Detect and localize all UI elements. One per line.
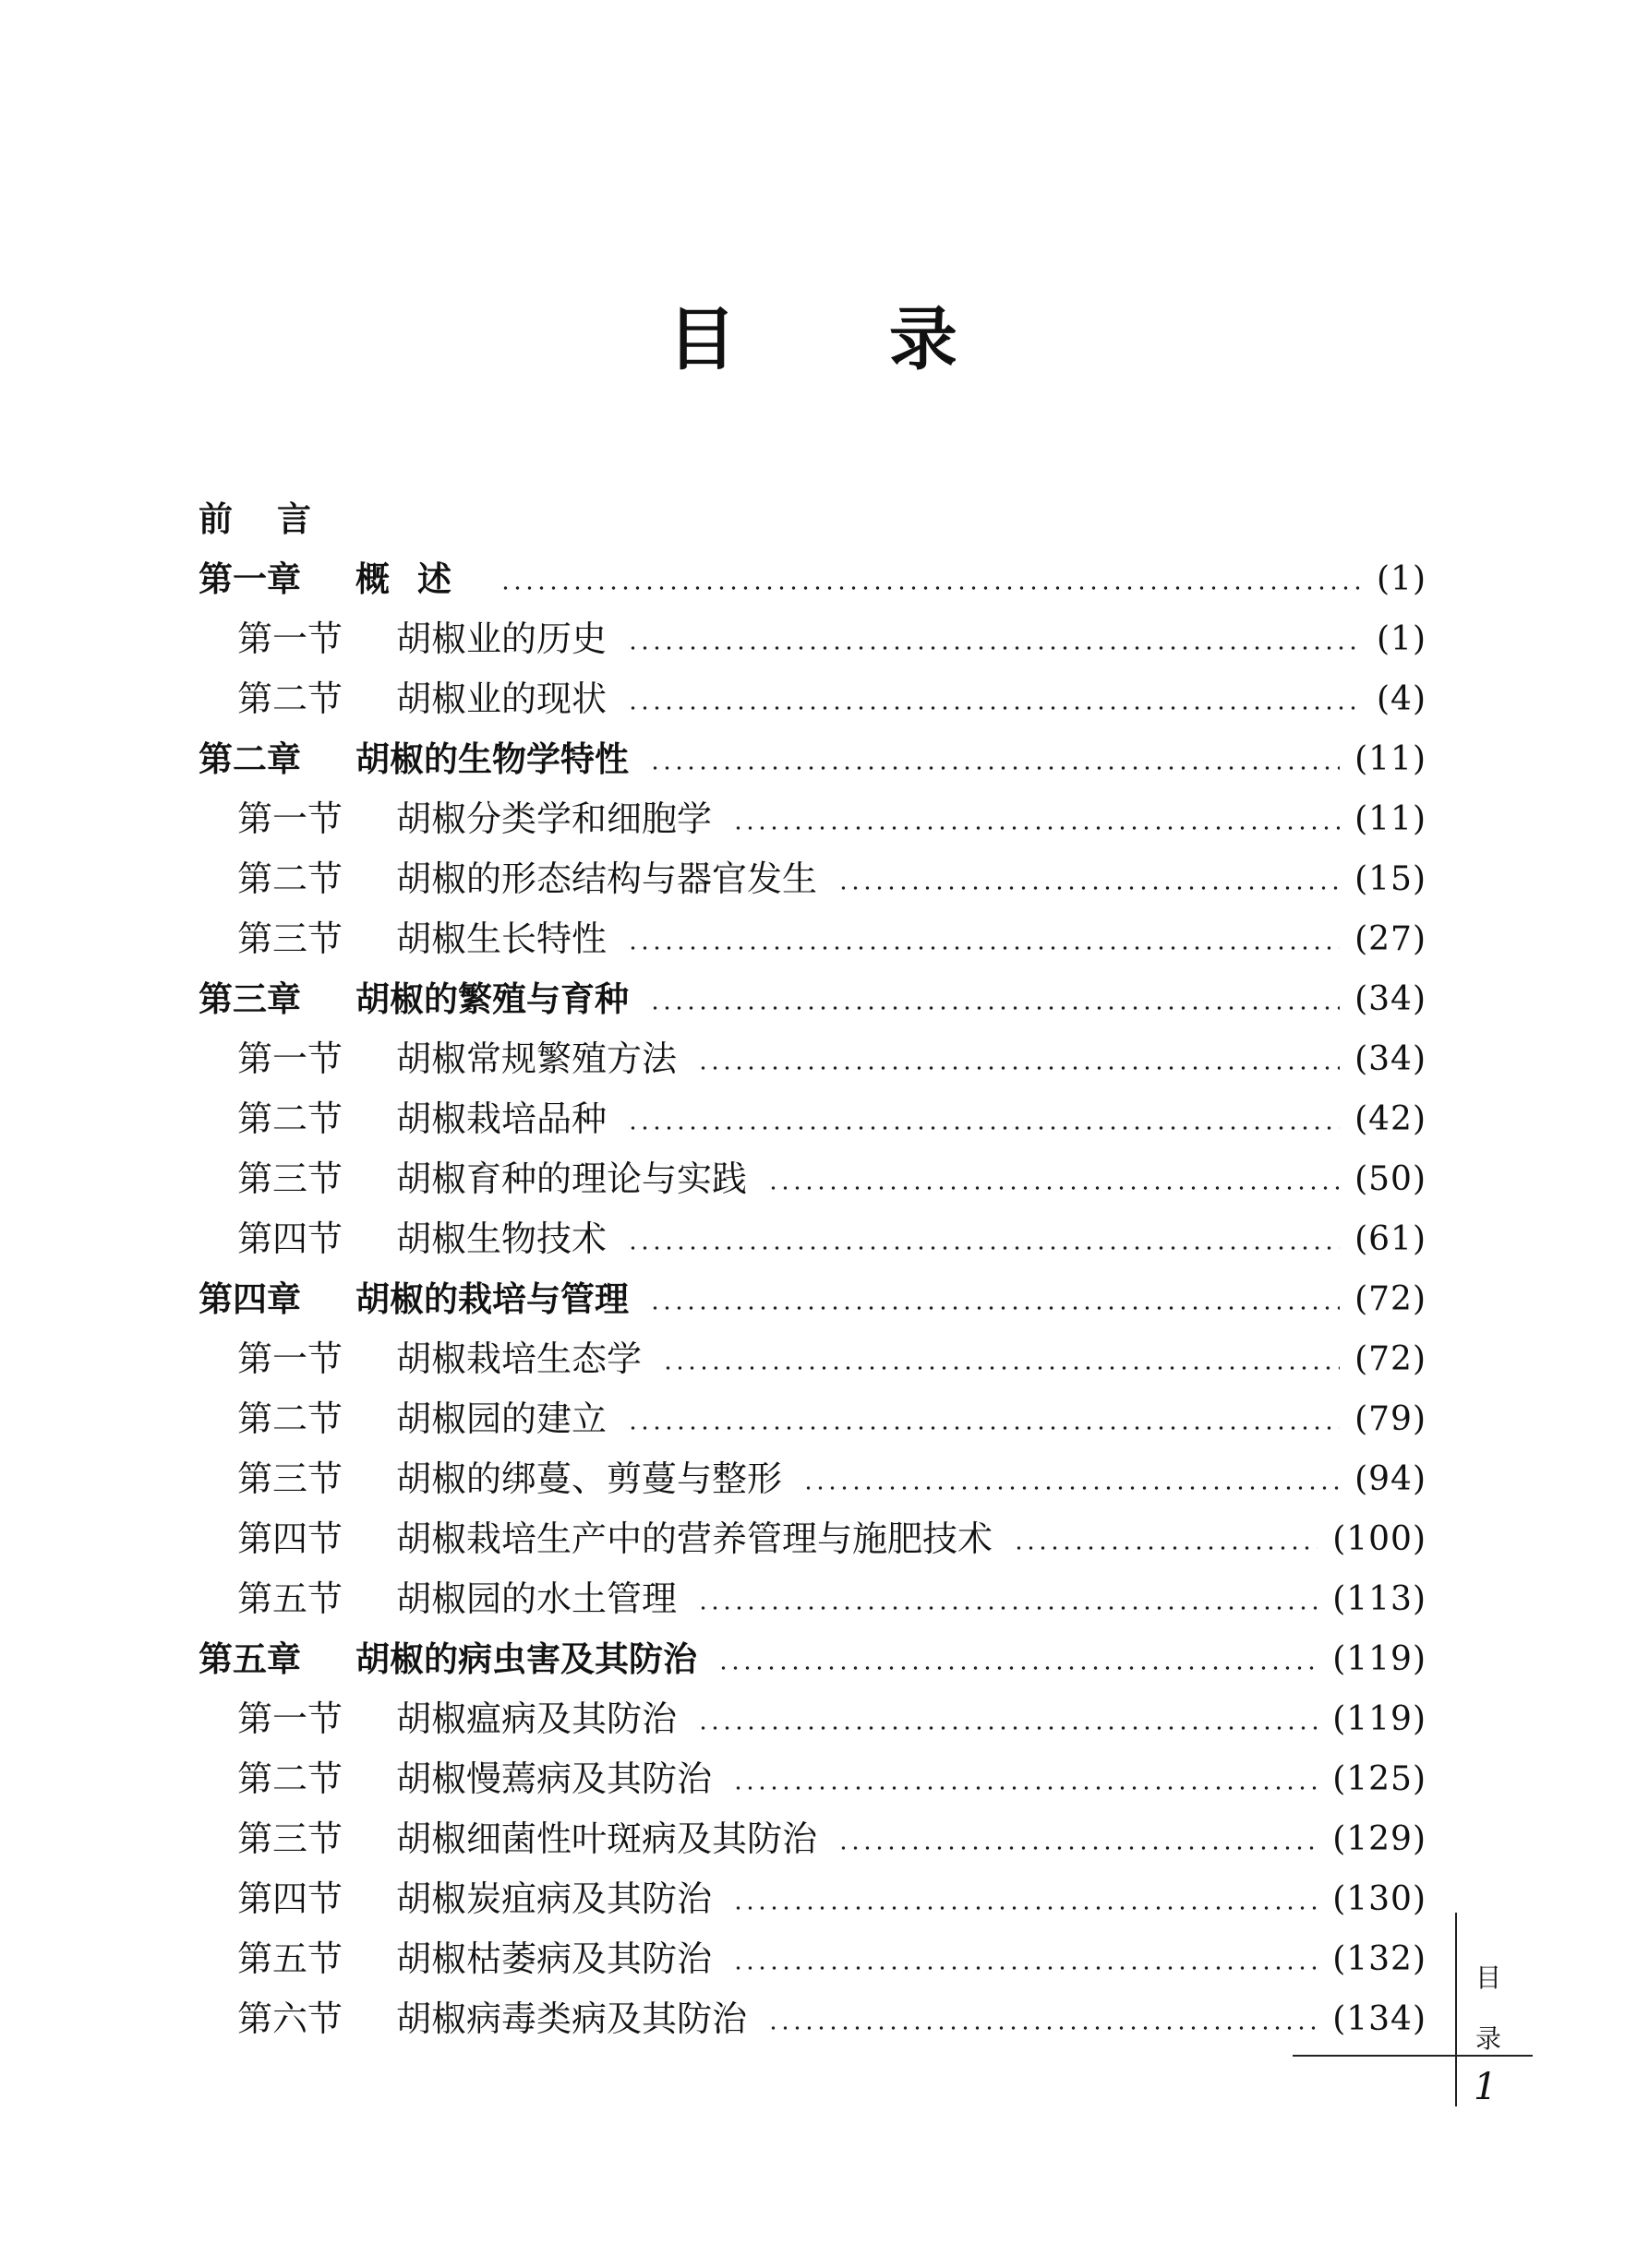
section-number: 第一节 xyxy=(237,618,343,659)
section-number: 第三节 xyxy=(237,1818,343,1859)
toc-section-4-3 xyxy=(199,1449,1426,1509)
section-number: 第二节 xyxy=(237,1098,343,1139)
section-title: 胡椒的形态结构与器官发生 xyxy=(396,858,818,899)
section-number: 第三节 xyxy=(237,918,343,959)
toc-preface xyxy=(199,489,1426,549)
dot-leader xyxy=(802,1486,1340,1490)
dot-leader xyxy=(500,586,1362,590)
side-tab-label xyxy=(1470,1948,1507,2070)
page-number: (72) xyxy=(1354,1280,1426,1318)
footer-rule xyxy=(1293,2055,1533,2057)
section-title: 胡椒分类学和细胞学 xyxy=(396,798,713,839)
page-number: (130) xyxy=(1332,1880,1426,1918)
section-title: 胡椒瘟病及其防治 xyxy=(396,1698,678,1739)
page-number: (11) xyxy=(1354,740,1426,778)
page-number: (113) xyxy=(1332,1580,1426,1618)
section-number: 第一节 xyxy=(237,1698,343,1739)
section-title: 胡椒业的现状 xyxy=(396,678,608,719)
toc-section-5-4 xyxy=(199,1869,1426,1929)
section-title: 胡椒栽培生态学 xyxy=(396,1338,643,1379)
chapter-number: 第四章 xyxy=(199,1279,301,1319)
dot-leader xyxy=(767,2026,1318,2030)
dot-leader xyxy=(837,886,1340,890)
page-number: (15) xyxy=(1354,860,1426,898)
page-number: (100) xyxy=(1332,1520,1426,1558)
toc-preface-title: 前言 xyxy=(199,499,355,539)
toc-section-3-3 xyxy=(199,1149,1426,1209)
dot-leader xyxy=(697,1726,1318,1730)
page-number: (119) xyxy=(1332,1640,1426,1678)
side-tab-char: 目 xyxy=(1475,1962,1501,1993)
toc-section-5-2 xyxy=(199,1749,1426,1809)
toc-chapter-1 xyxy=(199,549,1426,609)
section-number: 第一节 xyxy=(237,798,343,839)
dot-leader xyxy=(627,946,1340,950)
toc-section-3-4 xyxy=(199,1209,1426,1269)
toc-chapter-3 xyxy=(199,969,1426,1029)
section-title: 胡椒栽培生产中的营养管理与施肥技术 xyxy=(396,1518,993,1559)
dot-leader xyxy=(627,1126,1340,1130)
dot-leader xyxy=(627,1246,1340,1250)
toc-section-5-5 xyxy=(199,1929,1426,1989)
page-number: (125) xyxy=(1332,1760,1426,1798)
dot-leader xyxy=(732,1786,1318,1790)
page-number: (72) xyxy=(1354,1340,1426,1378)
page-number: (42) xyxy=(1354,1100,1426,1138)
section-title: 胡椒业的历史 xyxy=(396,618,608,659)
section-number: 第二节 xyxy=(237,858,343,899)
toc-section-2-2 xyxy=(199,849,1426,909)
section-number: 第二节 xyxy=(237,1398,343,1439)
page-number: (94) xyxy=(1354,1460,1426,1498)
toc-chapter-4 xyxy=(199,1269,1426,1329)
dot-leader xyxy=(649,1306,1340,1310)
section-title: 胡椒枯萎病及其防治 xyxy=(396,1938,713,1979)
chapter-title: 胡椒的生物学特性 xyxy=(355,739,629,779)
page-number: (119) xyxy=(1332,1700,1426,1738)
chapter-number: 第五章 xyxy=(199,1639,301,1679)
dot-leader xyxy=(649,766,1340,770)
dot-leader xyxy=(732,1966,1318,1970)
section-title: 胡椒的绑蔓、剪蔓与整形 xyxy=(396,1458,783,1499)
toc-section-1-2 xyxy=(199,669,1426,729)
dot-leader xyxy=(627,646,1362,650)
section-number: 第三节 xyxy=(237,1458,343,1499)
section-title: 胡椒生物技术 xyxy=(396,1218,608,1259)
chapter-title: 概述 xyxy=(355,559,479,599)
page-number: (4) xyxy=(1377,680,1426,718)
toc-section-5-1 xyxy=(199,1689,1426,1749)
section-number: 第五节 xyxy=(237,1578,343,1619)
section-number: 第五节 xyxy=(237,1938,343,1979)
page-number: (50) xyxy=(1354,1160,1426,1198)
page-number: (79) xyxy=(1354,1400,1426,1438)
dot-leader xyxy=(697,1606,1318,1610)
section-title: 胡椒生长特性 xyxy=(396,918,608,959)
toc-chapter-2 xyxy=(199,729,1426,789)
page-title: 目 录 xyxy=(668,300,1022,379)
section-number: 第一节 xyxy=(237,1038,343,1079)
section-number: 第六节 xyxy=(237,1998,343,2039)
section-title: 胡椒细菌性叶斑病及其防治 xyxy=(396,1818,818,1859)
section-number: 第一节 xyxy=(237,1338,343,1379)
page-number: (1) xyxy=(1377,620,1426,658)
section-number: 第二节 xyxy=(237,1758,343,1799)
page-number: (129) xyxy=(1332,1820,1426,1858)
section-title: 胡椒慢蔫病及其防治 xyxy=(396,1758,713,1799)
section-title: 胡椒园的建立 xyxy=(396,1398,608,1439)
section-title: 胡椒病毒类病及其防治 xyxy=(396,1998,748,2039)
toc-section-4-5 xyxy=(199,1569,1426,1629)
toc-section-1-1 xyxy=(199,609,1426,669)
section-title: 胡椒炭疽病及其防治 xyxy=(396,1878,713,1919)
section-number: 第四节 xyxy=(237,1218,343,1259)
dot-leader xyxy=(837,1846,1318,1850)
page-folio: 1 xyxy=(1474,2066,1498,2108)
side-tab-divider xyxy=(1455,1913,1457,2106)
page-number: (134) xyxy=(1332,2000,1426,2038)
section-title: 胡椒栽培品种 xyxy=(396,1098,608,1139)
dot-leader xyxy=(717,1666,1318,1670)
toc-section-3-1 xyxy=(199,1029,1426,1089)
dot-leader xyxy=(767,1186,1340,1190)
dot-leader xyxy=(627,706,1362,710)
dot-leader xyxy=(697,1066,1340,1070)
dot-leader xyxy=(732,826,1340,830)
section-title: 胡椒育种的理论与实践 xyxy=(396,1158,748,1199)
section-title: 胡椒常规繁殖方法 xyxy=(396,1038,678,1079)
chapter-number: 第三章 xyxy=(199,979,301,1019)
page-number: (1) xyxy=(1377,560,1426,598)
section-number: 第三节 xyxy=(237,1158,343,1199)
dot-leader xyxy=(627,1426,1340,1430)
page-number: (34) xyxy=(1354,980,1426,1018)
toc-section-4-1 xyxy=(199,1329,1426,1389)
toc-section-5-3 xyxy=(199,1809,1426,1869)
section-title: 胡椒园的水土管理 xyxy=(396,1578,678,1619)
page-number: (132) xyxy=(1332,1940,1426,1978)
toc-section-3-2 xyxy=(199,1089,1426,1149)
chapter-title: 胡椒的繁殖与育种 xyxy=(355,979,629,1019)
page-number: (11) xyxy=(1354,800,1426,838)
page-number: (61) xyxy=(1354,1220,1426,1258)
dot-leader xyxy=(649,1006,1340,1010)
chapter-title: 胡椒的栽培与管理 xyxy=(355,1279,629,1319)
section-number: 第四节 xyxy=(237,1878,343,1919)
section-number: 第二节 xyxy=(237,678,343,719)
side-tab-char: 录 xyxy=(1475,2023,1501,2054)
page-number: (34) xyxy=(1354,1040,1426,1078)
page-number: (27) xyxy=(1354,920,1426,958)
toc-section-4-2 xyxy=(199,1389,1426,1449)
section-number: 第四节 xyxy=(237,1518,343,1559)
toc-section-2-1 xyxy=(199,789,1426,849)
toc-section-2-3 xyxy=(199,909,1426,969)
chapter-number: 第一章 xyxy=(199,559,301,599)
dot-leader xyxy=(732,1906,1318,1910)
toc-chapter-5 xyxy=(199,1629,1426,1689)
dot-leader xyxy=(662,1366,1340,1370)
toc-section-5-6 xyxy=(199,1989,1426,2049)
chapter-title: 胡椒的病虫害及其防治 xyxy=(355,1639,697,1679)
chapter-number: 第二章 xyxy=(199,739,301,779)
dot-leader xyxy=(1013,1546,1318,1550)
table-of-contents xyxy=(199,489,1426,2049)
toc-section-4-4 xyxy=(199,1509,1426,1569)
